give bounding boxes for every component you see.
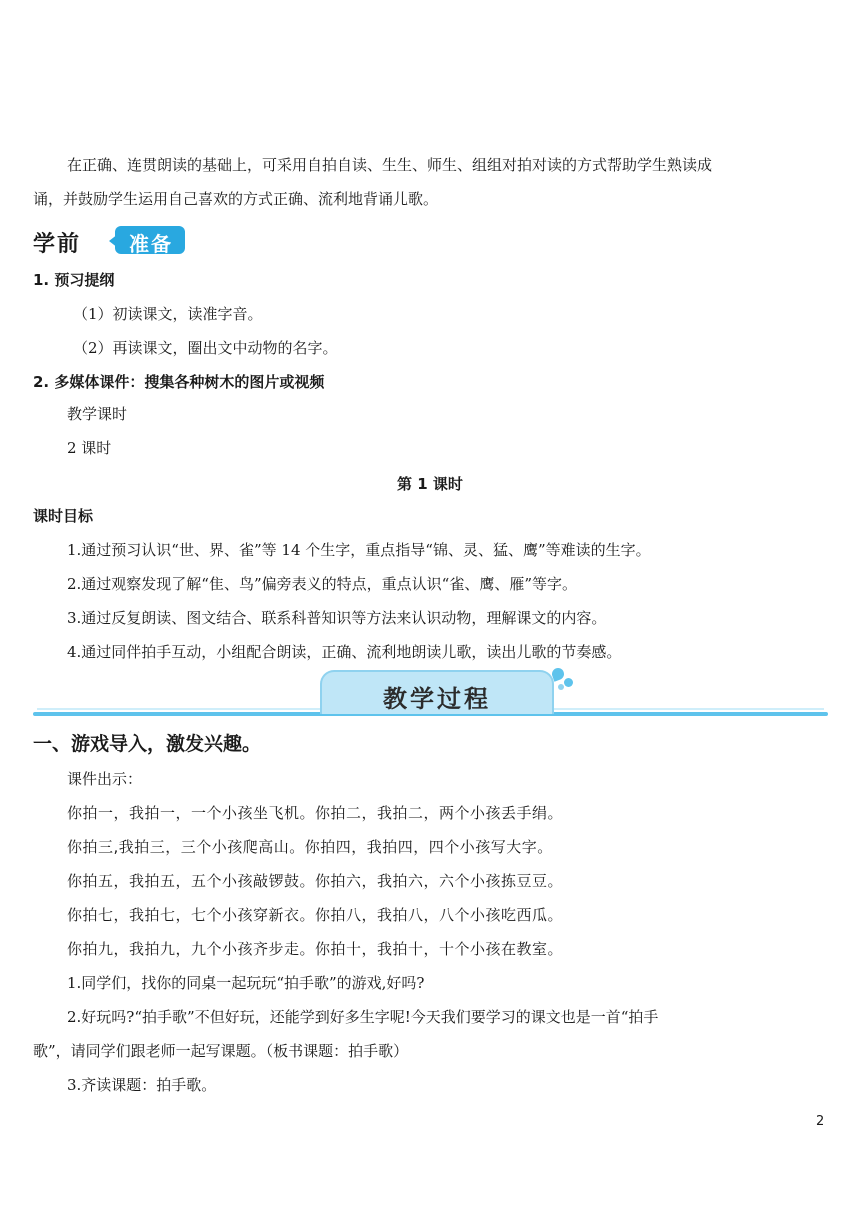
- prep-heading-2: 2. 多媒体课件：搜集各种树木的图片或视频: [33, 373, 325, 391]
- step-1: 1.同学们，找你的同桌一起玩玩“拍手歌”的游戏,好吗?: [67, 974, 425, 992]
- rhyme-line: 你拍一，我拍一，一个小孩坐飞机。你拍二，我拍二，两个小孩丢手绢。: [67, 804, 564, 822]
- goal-item: 4.通过同伴拍手互动，小组配合朗读，正确、流利地朗读儿歌，读出儿歌的节奏感。: [67, 643, 622, 661]
- step-2-line-1: 2.好玩吗?“拍手歌”不但好玩，还能学到好多生字呢!今天我们要学习的课文也是一首“拍手: [67, 1008, 659, 1026]
- prep-badge: [33, 224, 173, 257]
- badge-left-text: 学前: [33, 232, 82, 257]
- water-drop-icon: [550, 666, 565, 681]
- badge-right-box: [115, 226, 185, 254]
- section-1-heading: 一、游戏导入，激发兴趣。: [33, 733, 262, 755]
- water-drop-icon: [558, 684, 564, 690]
- step-2-line-2: 歌”，请同学们跟老师一起写课题。（板书课题：拍手歌）: [33, 1042, 409, 1060]
- courseware-label: 课件出示：: [67, 770, 143, 788]
- lesson-value: 2 课时: [67, 439, 112, 457]
- page-number: 2: [816, 1114, 825, 1129]
- prep-item-2: （2）再读课文，圈出文中动物的名字。: [73, 339, 338, 357]
- teaching-process-banner: [33, 668, 828, 722]
- badge-right-text: 准备: [129, 232, 173, 256]
- goal-item: 1.通过预习认识“世、界、雀”等 14 个生字，重点指导“锦、灵、猛、鹰”等难读的生字。: [67, 541, 651, 559]
- intro-line-2: 诵，并鼓励学生运用自己喜欢的方式正确、流利地背诵儿歌。: [33, 190, 439, 208]
- lesson-label: 教学课时: [67, 405, 128, 423]
- goal-item: 3.通过反复朗读、图文结合、联系科普知识等方法来认识动物，理解课文的内容。: [67, 609, 607, 627]
- banner-title: 教学过程: [383, 685, 491, 713]
- prep-item-1: （1）初读课文，读准字音。: [73, 305, 263, 323]
- water-drop-icon: [564, 678, 573, 687]
- prep-heading-1: 1. 预习提纲: [33, 271, 115, 289]
- step-3: 3.齐读课题：拍手歌。: [67, 1076, 217, 1094]
- goal-item: 2.通过观察发现了解“隹、鸟”偏旁表义的特点，重点认识“雀、鹰、雁”等字。: [67, 575, 577, 593]
- rhyme-line: 你拍五，我拍五，五个小孩敲锣鼓。你拍六，我拍六，六个小孩拣豆豆。: [67, 872, 564, 890]
- rhyme-line: 你拍三,我拍三，三个小孩爬高山。你拍四，我拍四，四个小孩写大字。: [67, 838, 553, 856]
- rhyme-line: 你拍九，我拍九，九个小孩齐步走。你拍十，我拍十，十个小孩在教室。: [67, 940, 564, 958]
- rhyme-line: 你拍七，我拍七，七个小孩穿新衣。你拍八，我拍八，八个小孩吃西瓜。: [67, 906, 564, 924]
- goals-heading: 课时目标: [33, 507, 94, 525]
- banner-tab: [320, 670, 554, 714]
- lesson-1-title: 第 1 课时: [397, 475, 463, 493]
- intro-line-1: 在正确、连贯朗读的基础上，可采用自拍自读、生生、师生、组组对拍对读的方式帮助学生熟读成: [67, 156, 713, 174]
